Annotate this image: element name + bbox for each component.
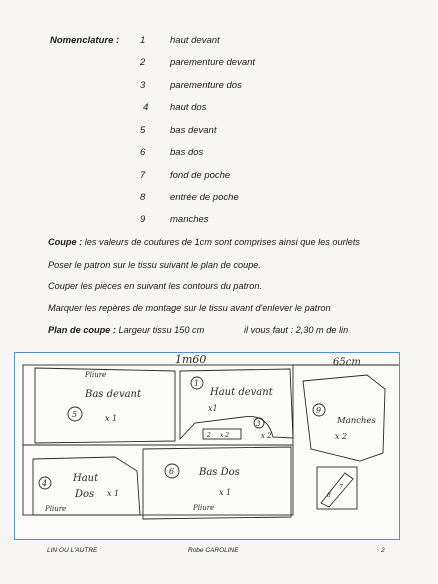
- piece-qty: x 1: [105, 414, 118, 423]
- piece-qty: x1: [208, 404, 218, 413]
- instruction-line: Marquer les repères de montage sur le tissu avant d'enlever le patron: [48, 303, 331, 313]
- piece-qty: x 2: [220, 432, 230, 439]
- item-number: 8: [140, 192, 146, 203]
- piece-title: Bas Dos: [199, 467, 240, 478]
- piece-title: Dos: [75, 489, 95, 500]
- instruction-line: Poser le patron sur le tissu suivant le plan de coupe.: [48, 260, 261, 270]
- coupe-label: Coupe :: [48, 237, 83, 247]
- fold-label: Pliure: [85, 371, 107, 379]
- nomenclature-item: [143, 102, 206, 113]
- piece-title: Haut: [73, 473, 99, 484]
- item-label: parementure dos: [170, 80, 242, 91]
- nomenclature-item: [140, 57, 255, 68]
- item-label: haut dos: [170, 102, 207, 113]
- footer-title: Robe CAROLINE: [188, 547, 239, 554]
- piece-qty: x 1: [107, 489, 120, 498]
- item-number: 4: [143, 102, 149, 113]
- plan-need: il vous faut : 2,30 m de lin: [244, 325, 349, 335]
- item-label: bas devant: [170, 125, 217, 136]
- item-number: 1: [140, 35, 146, 46]
- item-number: 6: [140, 147, 146, 158]
- instruction-line: Couper les pièces en suivant les contours du patron.: [48, 281, 262, 291]
- piece-number: 7: [339, 484, 343, 491]
- item-number: 3: [140, 80, 146, 91]
- piece-title: Manches: [337, 416, 376, 426]
- piece-qty: x 2: [335, 432, 348, 441]
- item-number: 2: [140, 57, 146, 68]
- piece-number: 3: [256, 420, 261, 428]
- item-number: 5: [140, 125, 146, 136]
- piece-bas-dos: [143, 447, 291, 519]
- item-label: bas dos: [170, 147, 204, 158]
- coupe-line: [48, 237, 360, 247]
- item-label: entrée de poche: [170, 192, 239, 203]
- piece-number: 8: [327, 492, 331, 499]
- item-number: 9: [140, 214, 146, 225]
- nomenclature-item: [140, 170, 230, 181]
- nomenclature-item: [140, 125, 216, 136]
- piece-number: 5: [72, 410, 78, 419]
- nomenclature-item: [140, 147, 203, 158]
- footer-brand: LIN OU L'AUTRE: [47, 547, 98, 554]
- coupe-text: les valeurs de coutures de 1cm sont comprises ainsi que les ourlets: [82, 237, 361, 247]
- item-label: parementure devant: [170, 57, 256, 68]
- piece-number: 1: [194, 379, 200, 388]
- piece-qty: x 1: [219, 488, 232, 497]
- piece-number: 6: [169, 467, 175, 476]
- fold-label: Pliure: [193, 504, 215, 512]
- piece-title: Haut devant: [210, 387, 273, 398]
- nomenclature-item: [140, 214, 209, 225]
- nomenclature-item: [140, 35, 220, 46]
- item-label: manches: [170, 214, 209, 225]
- item-number: 7: [140, 170, 146, 181]
- nomenclature-item: [140, 80, 242, 91]
- piece-number: 9: [316, 406, 322, 415]
- item-label: haut devant: [170, 35, 220, 46]
- piece-qty: x 2: [261, 432, 272, 440]
- pocket-fabric: [317, 467, 357, 509]
- nomenclature-item: [140, 192, 239, 203]
- page-number: 2: [381, 547, 385, 554]
- length-label: 1m60: [175, 353, 207, 366]
- plan-label: Plan de coupe :: [48, 325, 116, 335]
- nomenclature-title: Nomenclature :: [50, 35, 120, 46]
- cutting-plan-drawing: [15, 353, 399, 539]
- plan-width: Largeur tissu 150 cm: [115, 325, 205, 335]
- width-label: 65cm: [333, 357, 361, 368]
- piece-number: 4: [42, 479, 48, 488]
- piece-title: Bas devant: [85, 389, 142, 400]
- item-label: fond de poche: [170, 170, 231, 181]
- piece-poche: [321, 473, 353, 507]
- piece-bas-devant: [35, 368, 175, 443]
- piece-number: 2: [207, 432, 211, 439]
- cutting-plan: [14, 352, 400, 540]
- fold-label: Pliure: [45, 505, 67, 513]
- plan-line: [48, 325, 204, 335]
